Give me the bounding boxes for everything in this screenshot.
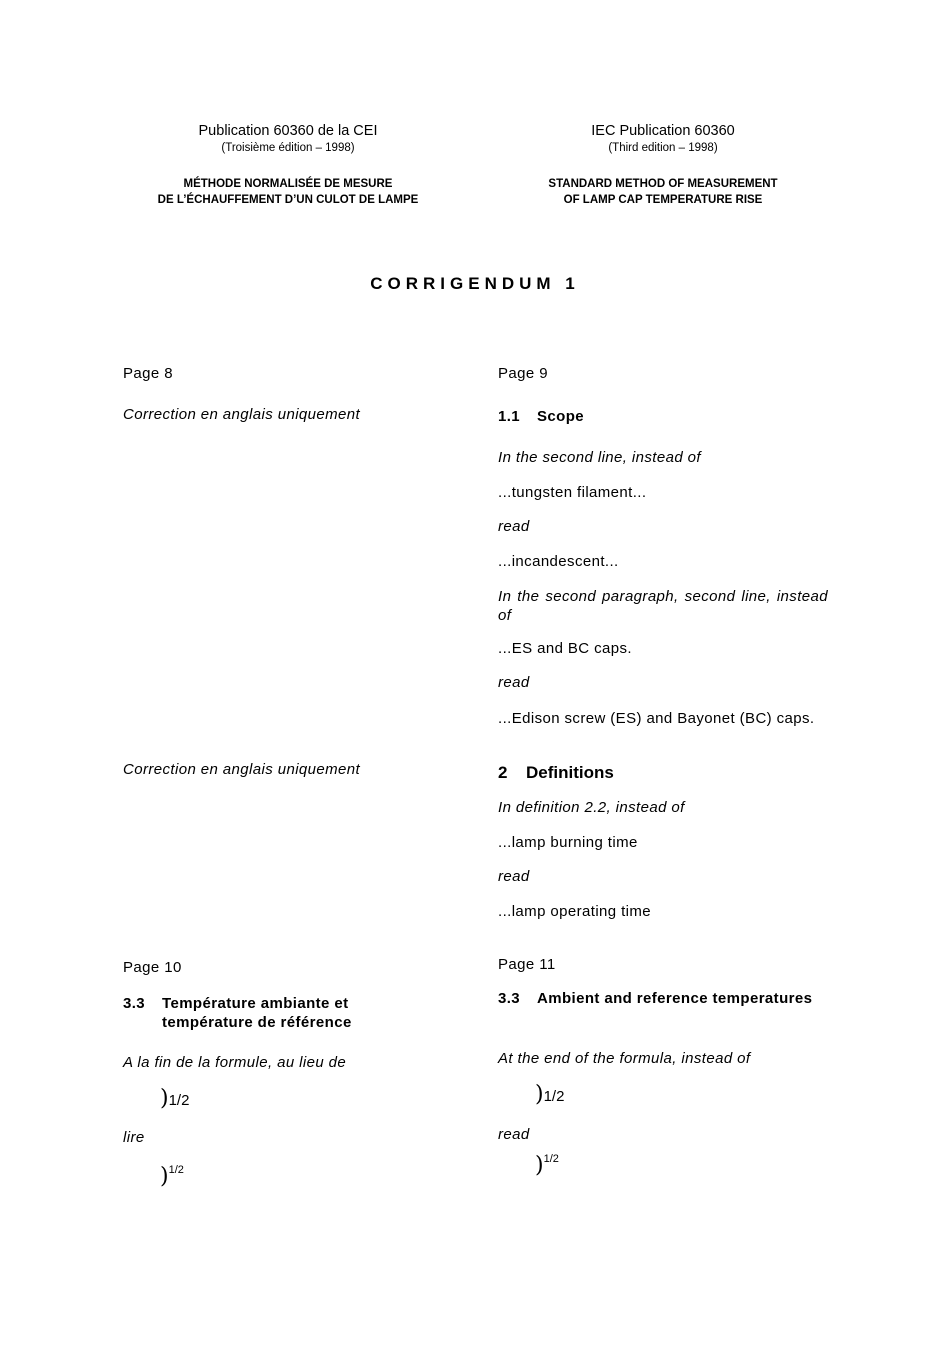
en-def-instead: In definition 2.2, instead of bbox=[498, 799, 685, 816]
fr-formula-old bbox=[160, 1086, 189, 1111]
publication-en: IEC Publication 60360 bbox=[591, 123, 735, 139]
en-sec11-title: Scope bbox=[537, 408, 585, 425]
en-sub-old: 1/2 bbox=[543, 1088, 565, 1105]
fr-sec33-line2: température de référence bbox=[162, 1014, 352, 1031]
fr-page-8: Page 8 bbox=[123, 365, 173, 382]
en-sec33-num: 3.3 bbox=[498, 990, 521, 1007]
title-en-line2: OF LAMP CAP TEMPERATURE RISE bbox=[563, 194, 763, 206]
fr-section-3-3 bbox=[123, 994, 352, 1032]
en-page-9: Page 9 bbox=[498, 365, 548, 382]
en-sec2-title: Definitions bbox=[526, 763, 614, 782]
fr-sec33-num: 3.3 bbox=[123, 995, 146, 1012]
edition-en: (Third edition – 1998) bbox=[608, 142, 718, 154]
fr-paren-new: ) bbox=[160, 1164, 169, 1189]
fr-formula-instead: A la fin de la formule, au lieu de bbox=[123, 1054, 347, 1071]
en-paren-old: ) bbox=[535, 1082, 544, 1107]
en-scope-new-2: ...Edison screw (ES) and Bayonet (BC) caps. bbox=[498, 710, 815, 727]
en-formula-new bbox=[535, 1153, 559, 1178]
fr-exp-new: 1/2 bbox=[168, 1164, 184, 1176]
fr-paren-old: ) bbox=[160, 1086, 169, 1111]
edition-fr: (Troisième édition – 1998) bbox=[221, 142, 355, 154]
en-sec33-title: Ambient and reference temperatures bbox=[537, 990, 813, 1007]
en-paren-new: ) bbox=[535, 1153, 544, 1178]
fr-formula-new bbox=[160, 1164, 184, 1189]
en-section-1-1 bbox=[498, 408, 584, 425]
en-read-3: read bbox=[498, 868, 530, 885]
en-section-3-3 bbox=[498, 990, 812, 1007]
en-read-4: read bbox=[498, 1126, 530, 1143]
en-read-1: read bbox=[498, 518, 530, 535]
fr-sec33-line1: Température ambiante et bbox=[162, 995, 349, 1012]
fr-note-1: Correction en anglais uniquement bbox=[123, 406, 361, 423]
fr-page-10: Page 10 bbox=[123, 959, 182, 976]
en-section-2 bbox=[498, 763, 614, 783]
header-en bbox=[483, 123, 843, 208]
fr-sub-old: 1/2 bbox=[168, 1092, 190, 1109]
en-def-old: ...lamp burning time bbox=[498, 834, 638, 851]
en-scope-old-1: ...tungsten filament... bbox=[498, 484, 647, 501]
corrigendum-title: CORRIGENDUM 1 bbox=[370, 274, 580, 293]
en-scope-instead-2: In the second paragraph, second line, instead of bbox=[498, 588, 828, 624]
publication-fr: Publication 60360 de la CEI bbox=[198, 123, 378, 139]
en-scope-instead-1: In the second line, instead of bbox=[498, 449, 701, 466]
en-sec2-num: 2 bbox=[498, 763, 508, 782]
fr-lire: lire bbox=[123, 1129, 145, 1146]
title-fr-line2: DE L’ÉCHAUFFEMENT D’UN CULOT DE LAMPE bbox=[157, 194, 419, 206]
header-fr bbox=[108, 123, 468, 208]
title-fr-line1: MÉTHODE NORMALISÉE DE MESURE bbox=[183, 178, 393, 190]
en-scope-new-1: ...incandescent... bbox=[498, 553, 619, 570]
title-en-line1: STANDARD METHOD OF MEASUREMENT bbox=[548, 178, 778, 190]
fr-note-2: Correction en anglais uniquement bbox=[123, 761, 361, 778]
en-scope-old-2: ...ES and BC caps. bbox=[498, 640, 632, 657]
en-formula-instead: At the end of the formula, instead of bbox=[498, 1050, 751, 1067]
en-formula-old bbox=[535, 1082, 564, 1107]
en-exp-new: 1/2 bbox=[543, 1153, 559, 1165]
en-def-new: ...lamp operating time bbox=[498, 903, 652, 920]
en-page-11: Page 11 bbox=[498, 956, 556, 973]
en-read-2: read bbox=[498, 674, 530, 691]
en-sec11-num: 1.1 bbox=[498, 408, 521, 425]
